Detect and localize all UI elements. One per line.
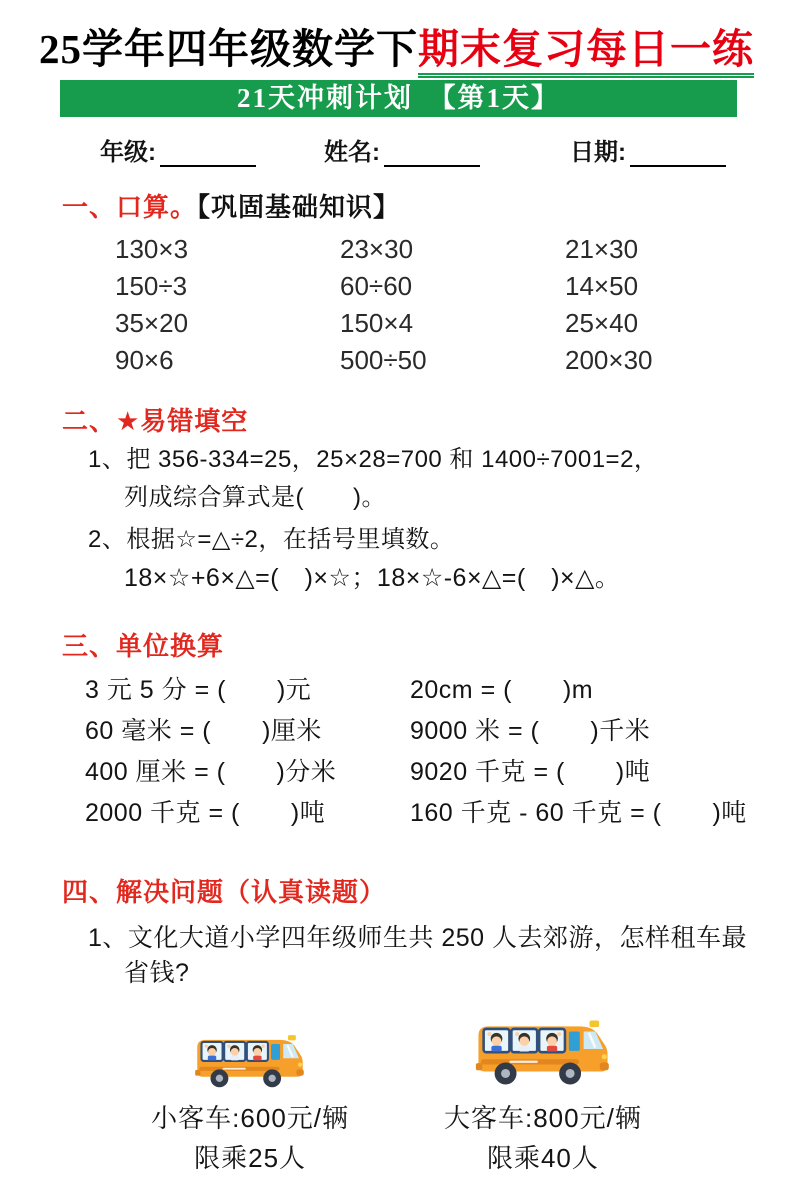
small-bus-icon — [192, 1024, 308, 1098]
oral-problem: 90×6 — [115, 345, 174, 376]
oral-problem: 150×4 — [340, 308, 414, 339]
oral-problem: 200×30 — [565, 345, 653, 376]
name-label: 姓名: — [324, 139, 380, 167]
oral-problem: 500÷50 — [340, 345, 427, 376]
page-title-black: 25学年四年级数学下 — [39, 26, 418, 72]
section-4-heading: 四、解决问题（认真读题） — [62, 877, 387, 908]
grade-blank-line — [160, 141, 256, 167]
large-bus-price: 大客车:800元/辆 — [444, 1102, 642, 1133]
unit-item: 20cm = ( )m — [410, 676, 594, 705]
fill-q1-line2: 列成综合算式是( )。 — [124, 484, 386, 512]
student-info-row — [100, 132, 793, 167]
oral-problem: 23×30 — [340, 234, 414, 265]
oral-problem: 25×40 — [565, 308, 639, 339]
section-1-heading-red: 一、口算。 — [62, 192, 198, 223]
unit-item: 9020 千克 = ( )吨 — [410, 758, 651, 787]
unit-item: 3 元 5 分 = ( )元 — [85, 676, 312, 705]
unit-item: 160 千克 - 60 千克 = ( )吨 — [410, 799, 747, 828]
small-bus-price: 小客车:600元/辆 — [151, 1102, 349, 1133]
section-1-heading — [62, 187, 793, 224]
oral-math-grid — [115, 234, 793, 375]
oral-problem: 21×30 — [565, 234, 639, 265]
oral-problem: 35×20 — [115, 308, 189, 339]
unit-item: 60 毫米 = ( )厘米 — [85, 717, 322, 746]
large-bus-icon — [472, 1007, 614, 1097]
section-3-heading: 三、单位换算 — [62, 631, 225, 662]
bus-options — [0, 1007, 793, 1177]
date-field — [570, 132, 726, 167]
grade-field — [100, 132, 256, 167]
plan-banner: 21天冲刺计划 【第1天】 — [60, 80, 737, 117]
small-bus-option — [151, 1024, 349, 1178]
oral-problem: 150÷3 — [115, 271, 188, 302]
worksheet-page — [0, 26, 793, 1173]
section-2-heading: 二、★易错填空 — [62, 406, 249, 437]
date-blank-line — [630, 141, 726, 167]
unit-item: 9000 米 = ( )千米 — [410, 717, 651, 746]
oral-problem: 130×3 — [115, 234, 189, 265]
unit-item: 400 厘米 = ( )分米 — [85, 758, 337, 787]
large-bus-limit: 限乘40人 — [486, 1142, 599, 1173]
unit-conversion-grid — [85, 675, 793, 828]
fill-q2-line2: 18×☆+6×△=( )×☆；18×☆-6×△=( )×△。 — [124, 564, 621, 593]
name-field — [324, 132, 480, 167]
grade-label: 年级: — [100, 139, 156, 167]
name-blank-line — [384, 141, 480, 167]
word-problem-text: 1、文化大道小学四年级师生共 250 人去郊游，怎样租车最省钱? — [88, 924, 748, 988]
fill-q2-line1: 2、根据☆=△÷2，在括号里填数。 — [88, 526, 455, 554]
small-bus-limit: 限乘25人 — [194, 1142, 307, 1173]
date-label: 日期: — [570, 139, 626, 167]
page-title-red: 期末复习每日一练 — [418, 26, 754, 78]
page-title — [30, 26, 763, 73]
oral-problem: 60÷60 — [340, 271, 413, 302]
unit-item: 2000 千克 = ( )吨 — [85, 799, 326, 828]
oral-problem: 14×50 — [565, 271, 639, 302]
large-bus-option — [444, 1007, 642, 1177]
section-1-heading-black: 【巩固基础知识】 — [197, 192, 401, 223]
fill-q1-line1: 1、把 356-334=25，25×28=700 和 1400÷7001=2， — [88, 446, 659, 474]
